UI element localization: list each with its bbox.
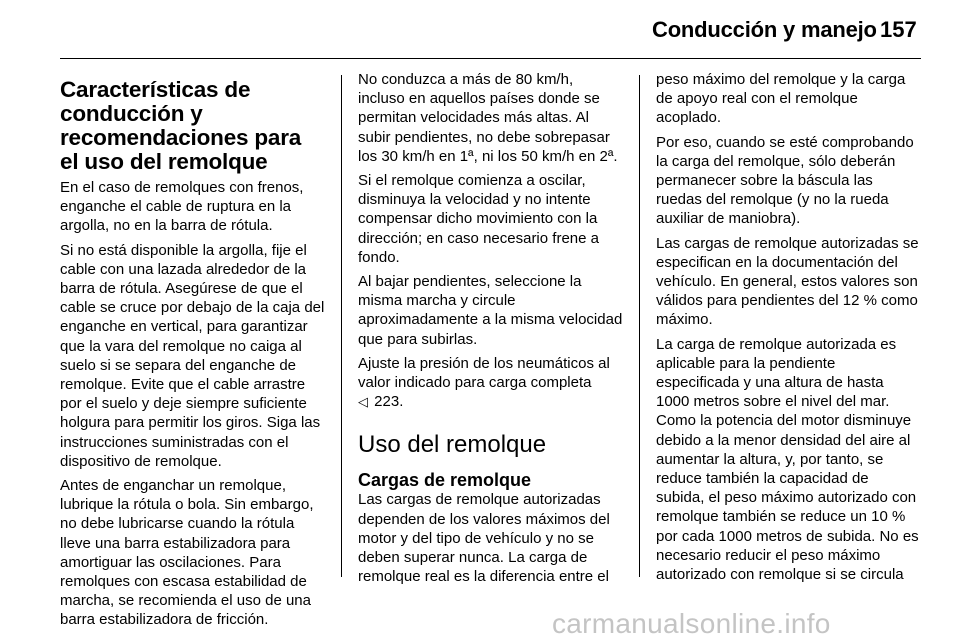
paragraph: Las cargas de remolque autorizadas se especifican en la documentación del vehículo. En general, estos valores son válidos para pendientes del 12 % como máximo. (656, 234, 919, 329)
paragraph-text: Ajuste la presión de los neumáticos al valor indicado para carga completa (358, 354, 610, 392)
paragraph: No conduzca a más de 80 km/h, incluso en aquellos países donde se permitan velocidades más altas. Al subir pendientes, no debe sobrepasar los 30 km/h en 1ª, ni los 50 km/h en 2ª. (358, 71, 618, 165)
running-header-title: Conducción y manejo (652, 17, 877, 42)
paragraph: Al bajar pendientes, seleccione la misma marcha y circule aproximadamente a la misma velocidad que para subirlas. (358, 273, 623, 348)
column-3 (656, 70, 921, 589)
paragraph: peso máximo del remolque y la carga de apoyo real con el remolque acoplado. (656, 71, 906, 127)
watermark: carmanualsonline.info (552, 608, 831, 639)
column-divider-1 (341, 75, 342, 577)
section-heading-driving-recommendations: Características de conducción y recomendaciones para el uso del remolque (60, 77, 302, 174)
paragraph-tire-pressure (358, 354, 623, 412)
column-1 (60, 70, 325, 635)
paragraph: Por eso, cuando se esté comprobando la carga del remolque, sólo deberán permanecer sobre la báscula las ruedas del remolque (y no la rueda auxiliar de maniobra). (656, 133, 914, 228)
paragraph: En el caso de remolques con frenos, enganche el cable de ruptura en la argolla, no en la barra de rótula. (60, 179, 304, 235)
paragraph: La carga de remolque autorizada es aplicable para la pendiente especificada y una altura de hasta 1000 metros sobre el nivel del mar. Como la potencia del motor disminuye debido a la menor densidad del aire al aumentar la altura, y, por tanto, se reduce también la capacidad de subida, el peso máximo autorizado con remolque también se reduce un 10 % por cada 1000 metros de subida. No es necesario reducir el peso máximo autorizado con remolque si se circula (656, 335, 919, 584)
page-number: 157 (880, 17, 917, 42)
paragraph: Las cargas de remolque autorizadas dependen de los valores máximos del motor y del tipo de vehículo y no se deben superar nunca. La carga de remolque real es la diferencia entre el (358, 491, 610, 586)
column-divider-2 (639, 75, 640, 577)
paragraph: Antes de enganchar un remolque, lubrique la rótula o bola. Sin embargo, no debe lubricarse cuando la rótula lleve una barra estabilizadora para amortiguar las oscilaciones. Para remolques con escasa estabilidad de marcha, se recomienda el uso de una barra estabilizadora de fricción. (60, 477, 314, 629)
subsection-heading-trailer-loads: Cargas de remolque (358, 470, 532, 491)
header-rule (60, 58, 921, 59)
paragraph: Si el remolque comienza a oscilar, disminuya la velocidad y no intente compensar dicho movimiento con la dirección; en caso necesario frene a fondo. (358, 172, 599, 266)
cross-reference-link[interactable]: 223. (374, 393, 404, 411)
page-header (0, 0, 960, 60)
section-heading-trailer-use: Uso del remolque (358, 431, 547, 459)
paragraph: Si no está disponible la argolla, fije el cable con una lazada alrededor de la barra de rótula. Asegúrese de que el cable se cruce por debajo de la caja del enganche en vertical, para garantizar que la vara del remolque no caiga al suelo si se separa del enganche de remolque. Evite que el cable arrastre por el suelo y deje siempre suficiente holgura para permitir los giros. Siga las instrucciones suministradas con el dispositivo de remolque. (60, 241, 325, 470)
column-2 (358, 70, 623, 591)
triangle-right-icon: ◁ (358, 394, 368, 410)
